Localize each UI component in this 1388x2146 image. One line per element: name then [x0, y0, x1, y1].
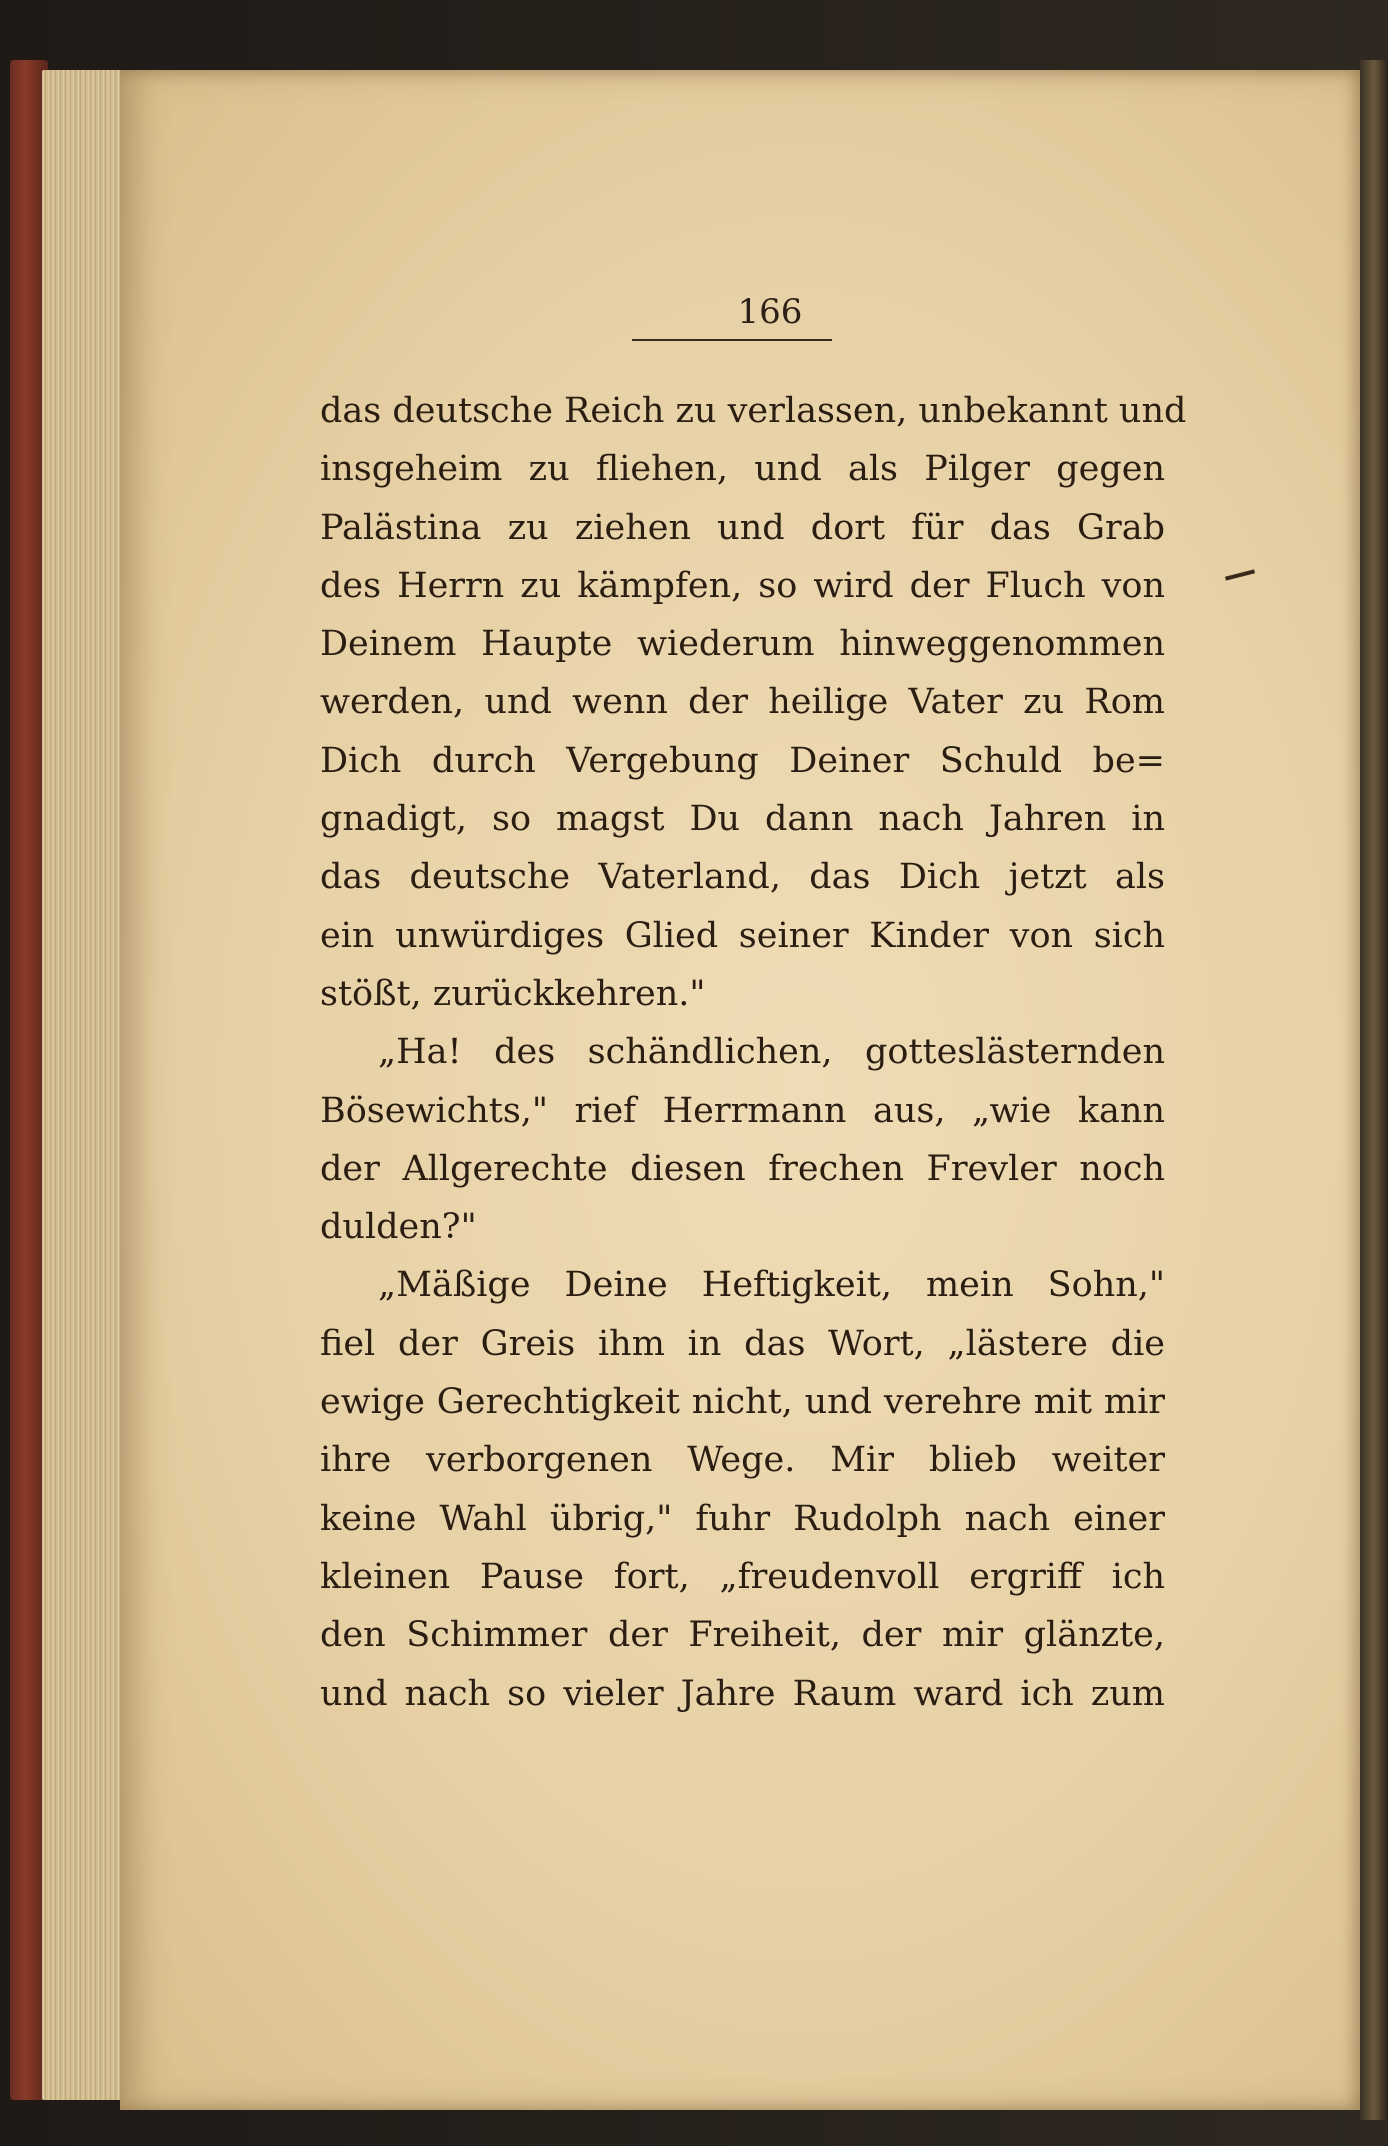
- text-line: Palästina zu ziehen und dort für das Grab: [320, 507, 1165, 548]
- text-line: Deinem Haupte wiederum hinweggenommen: [320, 624, 1165, 665]
- text-line: das deutsche Vaterland, das Dich jetzt als: [320, 857, 1165, 898]
- text-line: und nach so vieler Jahre Raum ward ich zum: [320, 1673, 1165, 1714]
- text-line: kleinen Pause fort, „freudenvoll ergriff ich: [320, 1556, 1165, 1597]
- text-line: das deutsche Reich zu verlassen, unbekannt und: [320, 391, 1187, 431]
- text-line: ewige Gerechtigkeit nicht, und verehre mit mir: [320, 1382, 1165, 1423]
- text-line: der Allgerechte diesen frechen Frevler noch: [320, 1148, 1165, 1189]
- text-line: stößt, zurückkehren.": [320, 973, 706, 1014]
- text-line: werden, und wenn der heilige Vater zu Rom: [320, 682, 1165, 723]
- text-line: ein unwürdiges Glied seiner Kinder von sich: [320, 915, 1165, 956]
- text-line: des Herrn zu kämpfen, so wird der Fluch von: [320, 565, 1165, 606]
- text-line: Dich durch Vergebung Deiner Schuld be=: [320, 740, 1165, 781]
- text-line: ihre verborgenen Wege. Mir blieb weiter: [320, 1440, 1165, 1481]
- text-line: Bösewichts," rief Herrmann aus, „wie kann: [320, 1090, 1165, 1131]
- text-line: fiel der Greis ihm in das Wort, „lästere die: [320, 1323, 1165, 1364]
- page-number: 166: [737, 292, 803, 332]
- text-line: keine Wahl übrig," fuhr Rudolph nach einer: [320, 1498, 1165, 1539]
- body-text: [320, 382, 1187, 1723]
- text-line: „Ha! des schändlichen, gotteslästernden: [378, 1032, 1165, 1073]
- text-line: dulden?": [320, 1207, 477, 1248]
- header-rule: [632, 339, 832, 341]
- text-line: gnadigt, so magst Du dann nach Jahren in: [320, 799, 1165, 840]
- text-line: insgeheim zu fliehen, und als Pilger gegen: [320, 449, 1165, 490]
- text-line: „Mäßige Deine Heftigkeit, mein Sohn,": [378, 1265, 1165, 1306]
- book-spine-edge: [1360, 60, 1388, 2120]
- text-line: den Schimmer der Freiheit, der mir glänzte,: [320, 1615, 1165, 1656]
